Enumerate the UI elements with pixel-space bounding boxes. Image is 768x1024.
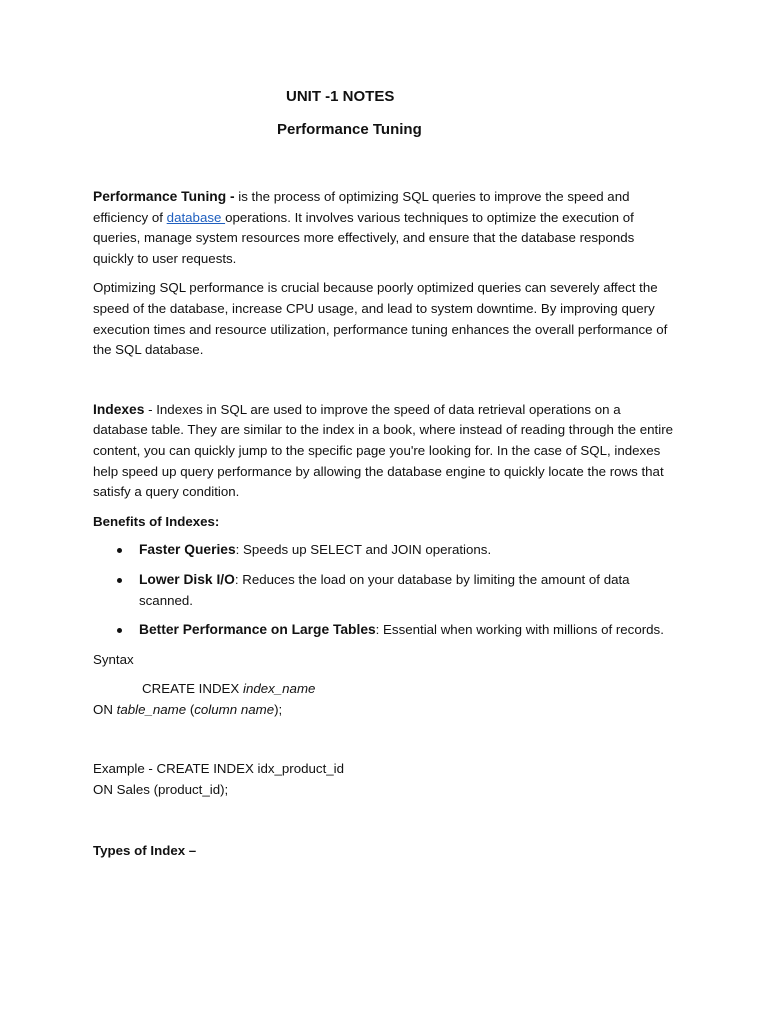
example-line-1: Example - CREATE INDEX idx_product_id <box>93 761 345 777</box>
indexes-paragraph <box>93 400 678 503</box>
list-item <box>139 540 678 561</box>
syntax-column-name: column name <box>194 701 275 717</box>
document-body <box>93 187 678 861</box>
syntax-on-keyword: ON <box>93 701 117 717</box>
syntax-keyword: CREATE INDEX <box>142 681 243 697</box>
syntax-label: Syntax <box>93 651 134 667</box>
list-item <box>139 620 678 641</box>
benefit-text: : Speeds up SELECT and JOIN operations. <box>235 542 492 558</box>
intro-text-after-link: operations. It involves various techniques to optimize the execution of queries, manage system resources more effectively, and ensure that the database responds quickly to user requests. <box>93 209 635 266</box>
syntax-line-2 <box>93 700 678 721</box>
benefit-text: : Essential when working with millions of records. <box>375 622 664 638</box>
example-line-2: ON Sales (product_id); <box>93 782 229 798</box>
benefit-lead: Better Performance on Large Tables <box>139 622 376 638</box>
unit-title: UNIT -1 NOTES <box>286 88 395 105</box>
syntax-line-1 <box>93 679 678 700</box>
list-item <box>139 570 678 611</box>
benefit-text: : Reduces the load on your database by limiting the amount of data scanned. <box>139 571 630 608</box>
database-link[interactable]: database <box>166 209 226 225</box>
intro-lead: Performance Tuning - <box>93 189 235 204</box>
indexes-text: - Indexes in SQL are used to improve the speed of data retrieval operations on a database table. They are similar to the index in a book, where instead of reading through the entire content, you can quickly jump to the specific page you're looking for. In the case of SQL, indexes help speed up query performance by allowing the database engine to quickly locate the rows that satisfy a query condition. <box>93 401 674 500</box>
syntax-block <box>93 679 678 720</box>
benefits-heading: Benefits of Indexes: <box>93 513 220 529</box>
intro-text-before-link: is the process of optimizing SQL queries to improve the speed and efficiency of <box>93 189 630 225</box>
benefit-lead: Faster Queries <box>139 542 236 558</box>
types-heading: Types of Index – <box>93 842 197 858</box>
optimization-paragraph: Optimizing SQL performance is crucial because poorly optimized queries can severely affect the speed of the database, increase CPU usage, and lead to system downtime. By improving query execution times and resource utilization, performance tuning enhances the overall performance of the SQL database. <box>93 280 668 358</box>
benefit-lead: Lower Disk I/O <box>139 571 235 587</box>
example-block <box>93 759 678 800</box>
syntax-close-paren: ); <box>274 701 283 717</box>
intro-paragraph <box>93 187 678 269</box>
syntax-table-name: table_name <box>116 701 187 717</box>
topic-title: Performance Tuning <box>277 121 422 138</box>
indexes-lead: Indexes <box>93 401 145 417</box>
benefits-list <box>93 540 678 640</box>
syntax-open-paren: ( <box>186 701 195 717</box>
syntax-index-name: index_name <box>242 681 316 697</box>
